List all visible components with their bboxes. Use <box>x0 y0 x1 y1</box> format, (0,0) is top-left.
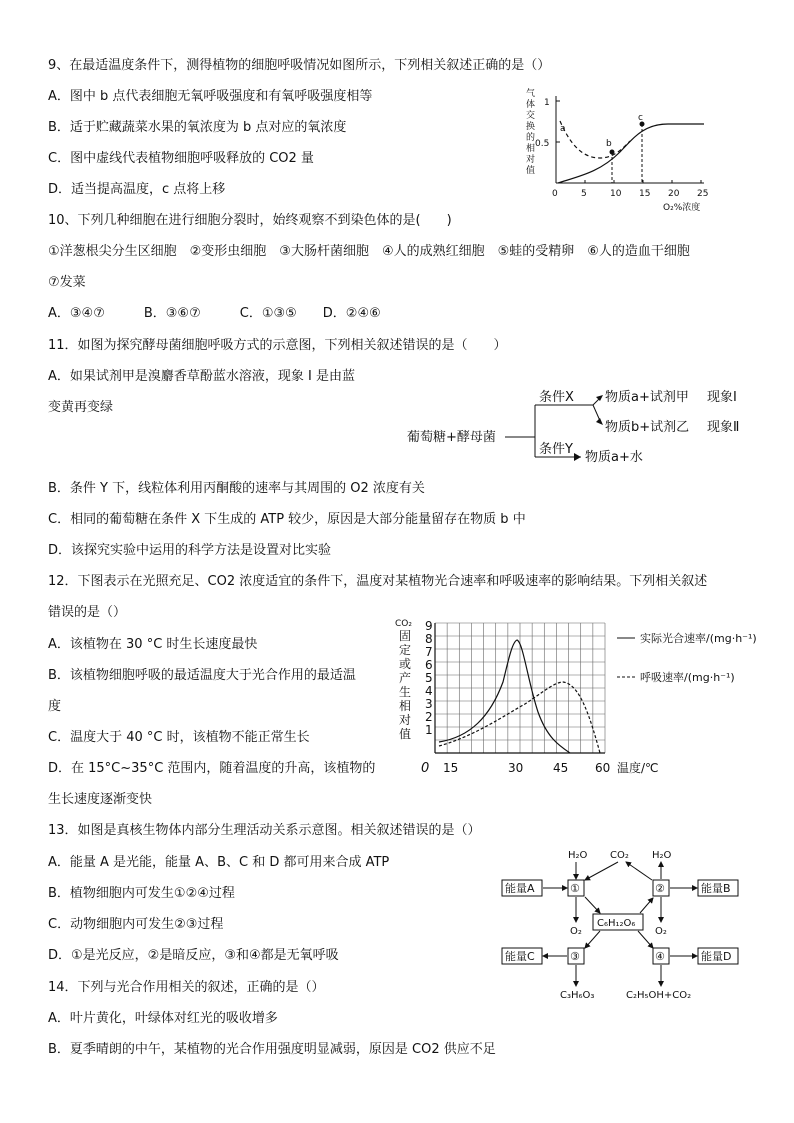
q13-process-3: ③ <box>570 950 580 963</box>
q9-ylabel-char: 相 <box>526 144 536 154</box>
q13-energy-c: 能量C <box>505 950 535 963</box>
q12-ytick-label: 8 <box>425 632 433 646</box>
q12-stem: 12．下图表示在光照充足、CO2 浓度适宜的条件下，温度对某植物光合速率和呼吸速率的影响结果。下列相关叙述 <box>48 574 708 589</box>
q11-output-1: 物质a+试剂甲 <box>605 390 689 405</box>
q9-option-a: A．图中 b 点代表细胞无氧呼吸强度和有氧呼吸强度相等 <box>48 89 373 104</box>
q9-ylabel-char: 体 <box>526 100 536 110</box>
q12-ytick-label: 2 <box>425 710 433 724</box>
q12-y-ticks <box>425 619 433 737</box>
q12-option-b-cont: 度 <box>48 699 62 714</box>
q14-stem: 14．下列与光合作用相关的叙述，正确的是（） <box>48 980 325 995</box>
q9-xtick-label: 10 <box>610 189 622 199</box>
q13-o2-right: O₂ <box>655 926 667 937</box>
q10-items-cont: ⑦发菜 <box>48 275 86 290</box>
q11-option-a-cont: 变黄再变绿 <box>48 400 114 415</box>
q11-condition-x: 条件X <box>539 390 574 405</box>
q9-label-a: a <box>560 124 566 134</box>
q10-options: A．③④⑦ B．③⑥⑦ C．①③⑤ D．②④⑥ <box>48 306 381 321</box>
q13-energy-b: 能量B <box>701 882 731 895</box>
q9-ytick-1: 1 <box>544 98 550 108</box>
q9-option-c: C．图中虚线代表植物细胞呼吸释放的 CO2 量 <box>48 151 314 166</box>
q9-ylabel-char: 交 <box>526 111 536 121</box>
q11-option-d: D．该探究实验中运用的科学方法是设置对比实验 <box>48 543 332 558</box>
q12-stem-cont: 错误的是（） <box>48 605 127 620</box>
q12-legend-respiration: 呼吸速率/(mg·h⁻¹) <box>640 671 735 684</box>
q11-condition-y: 条件Y <box>539 442 573 457</box>
q12-ytick-label: 9 <box>425 619 433 633</box>
q13-option-a: A．能量 A 是光能，能量 A、B、C 和 D 都可用来合成 ATP <box>48 855 390 870</box>
q9-solid-curve <box>558 124 704 183</box>
q11-result-1: 现象Ⅰ <box>707 390 737 405</box>
q11-output-2: 物质b+试剂乙 <box>605 420 690 435</box>
q9-stem: 9、在最适温度条件下，测得植物的细胞呼吸情况如图所示，下列相关叙述正确的是（） <box>48 58 551 73</box>
q12-xtick-label: 60 <box>595 761 611 775</box>
q11-option-b: B．条件 Y 下，线粒体利用丙酮酸的速率与其周围的 O2 浓度有关 <box>48 481 425 496</box>
q12-ytick-label: 3 <box>425 697 433 711</box>
q9-ytick-0.5: 0.5 <box>535 139 550 149</box>
q11-result-2: 现象Ⅱ <box>707 420 740 435</box>
q9-respiration-chart <box>520 86 720 216</box>
q13-glucose: C₆H₁₂O₆ <box>597 918 636 929</box>
q13-h2o-left: H₂O <box>568 850 588 861</box>
q12-option-b: B．该植物细胞呼吸的最适温度大于光合作用的最适温 <box>48 668 356 683</box>
q12-photosynthesis-curve <box>439 640 570 753</box>
q13-lactic-acid: C₃H₆O₃ <box>560 990 595 1001</box>
q9-xtick-label: 15 <box>639 189 651 199</box>
q12-legend-photosynthesis: 实际光合速率/(mg·h⁻¹) <box>640 632 757 645</box>
q9-y-axis-label <box>526 87 535 176</box>
q9-label-c: c <box>638 113 643 123</box>
q11-option-c: C．相同的葡萄糖在条件 X 下生成的 ATP 较少，原因是大部分能量留存在物质 b 中 <box>48 512 526 527</box>
q9-ylabel-char: 换 <box>526 122 536 132</box>
q11-start: 葡萄糖+酵母菌 <box>407 430 496 445</box>
q9-ylabel-char: 的 <box>526 133 536 143</box>
q9-xtick-label: 5 <box>581 189 587 199</box>
q12-option-c: C．温度大于 40 °C 时，该植物不能正常生长 <box>48 730 310 745</box>
q12-x-axis-label: 温度/℃ <box>617 761 659 775</box>
q12-ylabel-char: 定 <box>399 643 412 657</box>
q13-ethanol: C₂H₅OH+CO₂ <box>626 990 692 1001</box>
q12-xtick-label: 15 <box>443 761 459 775</box>
q13-energy-d: 能量D <box>701 950 732 963</box>
q11-output-3: 物质a+水 <box>585 450 643 465</box>
q12-xtick-label: 0 <box>421 761 430 776</box>
q13-co2: CO₂ <box>610 850 629 861</box>
q10-stem: 10、下列几种细胞在进行细胞分裂时，始终观察不到染色体的是( ) <box>48 213 452 228</box>
q9-ylabel-char: 值 <box>526 166 536 176</box>
q12-respiration-curve <box>439 682 600 753</box>
q12-option-a: A．该植物在 30 °C 时生长速度最快 <box>48 637 258 652</box>
q13-metabolism-diagram <box>500 842 750 1007</box>
q9-xtick-label: 20 <box>668 189 680 199</box>
q13-h2o-right: H₂O <box>652 850 672 861</box>
q10-items: ①洋葱根尖分生区细胞 ②变形虫细胞 ③大肠杆菌细胞 ④人的成熟红细胞 ⑤蛙的受精卵 ⑥人的造血干细胞 <box>48 244 690 259</box>
q12-option-d: D．在 15°C~35°C 范围内，随着温度的升高，该植物的 <box>48 761 376 776</box>
q12-xtick-label: 30 <box>508 761 524 775</box>
q13-o2-left: O₂ <box>570 926 582 937</box>
q9-label-b: b <box>606 139 612 149</box>
q12-ylabel-char: 或 <box>399 657 412 671</box>
q12-ytick-label: 6 <box>425 658 433 672</box>
q9-x-axis-label: O₂%浓度 <box>663 203 701 213</box>
q9-ylabel-char: 对 <box>526 155 536 165</box>
q12-ylabel-char: 相 <box>399 699 412 713</box>
q12-xtick-label: 45 <box>553 761 569 775</box>
q12-ylabel-char: 产 <box>399 671 412 685</box>
q12-x-ticks <box>421 761 610 776</box>
q13-option-b: B．植物细胞内可发生①②④过程 <box>48 886 235 901</box>
q13-stem: 13．如图是真核生物体内部分生理活动关系示意图。相关叙述错误的是（） <box>48 823 481 838</box>
q13-process-4: ④ <box>655 950 665 963</box>
q11-stem: 11．如图为探究酵母菌细胞呼吸方式的示意图，下列相关叙述错误的是（ ） <box>48 338 507 353</box>
q12-ytick-label: 7 <box>425 645 433 659</box>
q12-temperature-chart <box>395 612 785 782</box>
q11-yeast-diagram <box>405 385 775 475</box>
q12-grid <box>435 623 605 753</box>
q11-option-a: A．如果试剂甲是溴麝香草酚蓝水溶液，现象 I 是由蓝 <box>48 369 355 384</box>
q9-ylabel-char: 气 <box>526 89 536 99</box>
q13-energy-a: 能量A <box>505 882 535 895</box>
q13-process-1: ① <box>570 882 580 895</box>
q12-ylabel-char: 对 <box>399 713 412 727</box>
q12-ytick-label: 1 <box>425 723 433 737</box>
q14-option-b: B．夏季晴朗的中午，某植物的光合作用强度明显减弱，原因是 CO2 供应不足 <box>48 1042 496 1057</box>
q9-option-d: D．适当提高温度，c 点将上移 <box>48 182 226 197</box>
q12-option-d-cont: 生长速度逐渐变快 <box>48 792 153 807</box>
q12-y-axis-label <box>395 619 412 741</box>
q13-option-c: C．动物细胞内可发生②③过程 <box>48 917 224 932</box>
q12-ylabel-char: 固 <box>399 629 412 643</box>
q12-ylabel-char: 值 <box>399 727 412 741</box>
q12-ylabel-char: CO₂ <box>395 619 412 629</box>
q12-ylabel-char: 生 <box>399 685 412 699</box>
q12-ytick-label: 4 <box>425 684 433 698</box>
q9-xtick-label: 25 <box>697 189 709 199</box>
q14-option-a: A．叶片黄化，叶绿体对红光的吸收增多 <box>48 1011 278 1026</box>
q13-option-d: D．①是光反应，②是暗反应，③和④都是无氧呼吸 <box>48 948 339 963</box>
q12-ytick-label: 5 <box>425 671 433 685</box>
q9-xtick-label: 0 <box>552 189 558 199</box>
q9-option-b: B．适于贮藏蔬菜水果的氧浓度为 b 点对应的氧浓度 <box>48 120 347 135</box>
q13-process-2: ② <box>655 882 665 895</box>
